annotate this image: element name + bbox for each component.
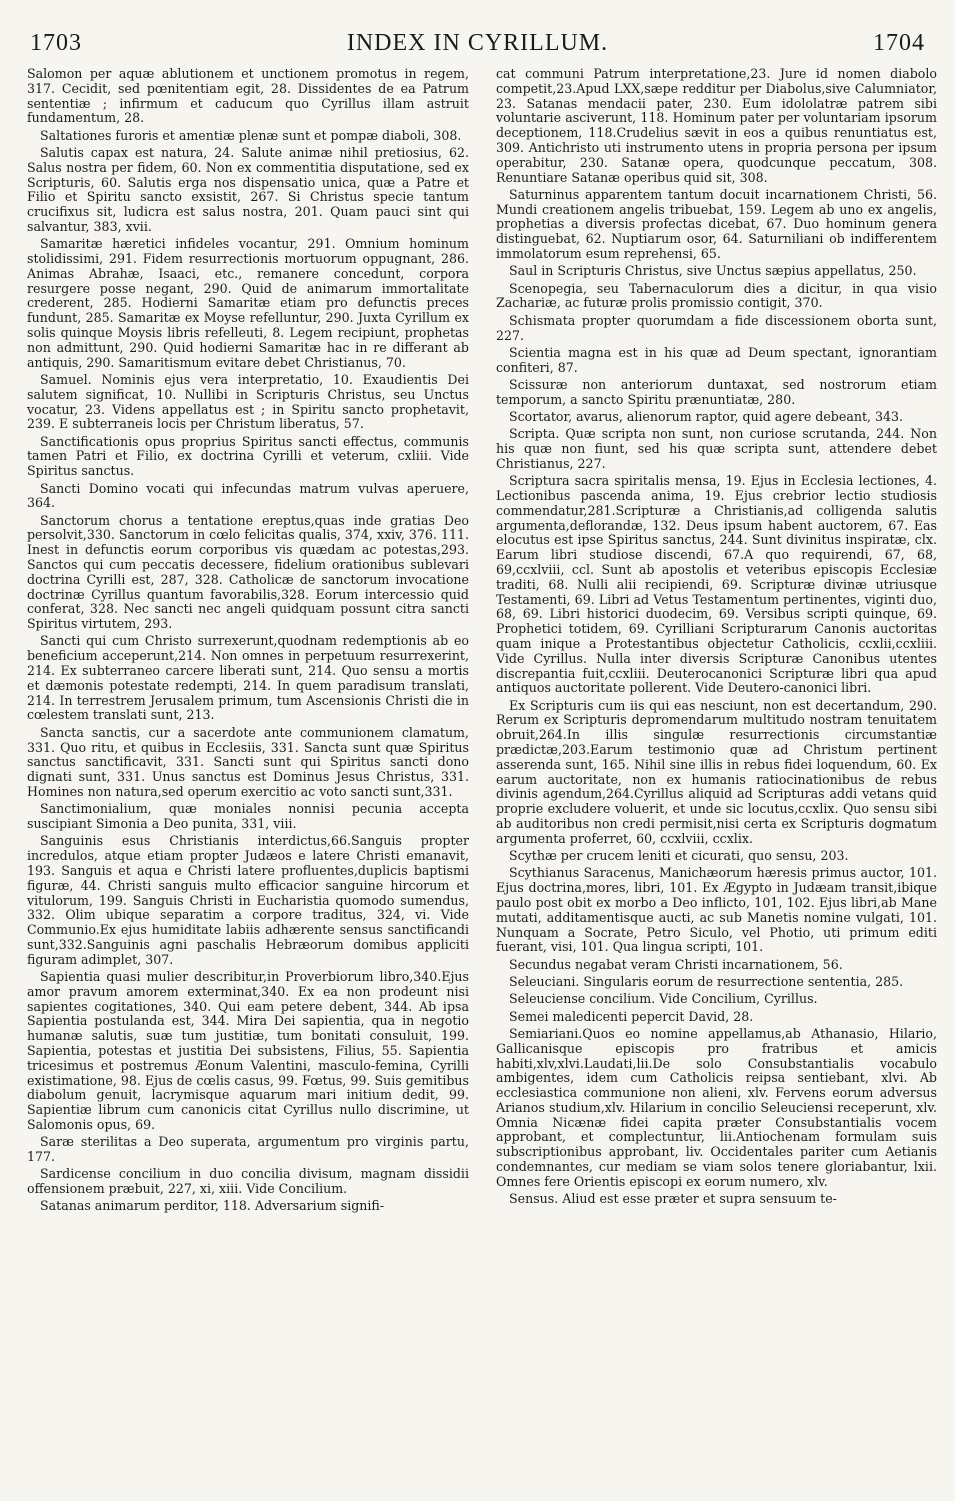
index-entry: Sancti qui cum Christo surrexerunt,quodnam redemptionis ab eo beneficium acceperunt,214. Non omnes in perpetuum resurrexerint, 214. Ex subterraneo carcere liberati sunt, 214. Quo sensu a mortis et dæmonis potestate redempti, 214. In quem paradisum translati, 214. In terrestrem Jerusalem primum, tum Ascensionis Christi die in cœlestem translati sunt, 213. (27, 633, 469, 723)
index-entry: Sanctificationis opus proprius Spiritus sancti effectus, communis tamen Patri et Filio, ex doctrina Cyrilli et veterum, cxliii. Vide Spiritus sanctus. (27, 433, 469, 479)
index-entry: Semei maledicenti pepercit David, 28. (509, 1008, 754, 1024)
index-entry: Sancta sanctis, cur a sacerdote ante communionem clamatum, 331. Quo ritu, et quibus in Ecclesiis, 331. Sancta sunt quæ Spiritus sanctus sanctificavit, 331. Sancti sunt qui Spiritus sancti dono dignati sunt, 331. Unus sanctus est Dominus Jesus Christus, 331. Homines non natura,sed operum exercitio ac voto sancti sunt,331. (27, 724, 469, 799)
running-title: INDEX IN CYRILLUM. (346, 30, 609, 56)
index-entry: Sancti Domino vocati qui infecundas matrum vulvas aperuere, 364. (27, 480, 469, 511)
page-number-right: 1704 (873, 30, 925, 56)
index-entry: Sanctorum chorus a tentatione ereptus,quas inde gratias Deo persolvit,330. Sanctorum in cœlo felicitas qualis, 374, xxiv, 376. 111. Inest in defunctis eorum corporibus vis quædam ac potestas,293. Sanctos qui cum peccatis decessere, fidelium orationibus sublevari doctrina Cyrilli est, 287, 328. Catholicæ de sanctorum invocatione doctrinæ Cyrillus quantum favorabilis,328. Eorum intercessio quid conferat, 328. Nec sancti nec angeli quidquam possunt citra sancti Spiritus virtutem, 293. (27, 512, 469, 632)
index-entry: Saltationes furoris et amentiæ plenæ sunt et pompæ diaboli, 308. (40, 127, 462, 143)
index-entry: Scriptura sacra spiritalis mensa, 19. Ejus in Ecclesia lectiones, 4. Lectionibus pascenda anima, 19. Ejus crebrior lectio studiosis commendatur,281.Scripturæ a Christianis,ad colligenda salutis argumenta,deflorandæ, 132. Deus ipsum habent auctorem, 67. Eas elocutus est ipse Spiritus sanctus, 244. Sunt divinitus inspiratæ, clx. Earum libri studiose discendi, 67.A quo requirendi, 67, 68, 69,ccxlviii, ccl. Sunt ab apostolis et veteribus episcopis Ecclesiæ traditi, 68. Nulli alii recipiendi, 69. Scripturæ divinæ utriusque Testamenti, 69. Libri ad Vetus Testamentum pertinentes, viginti duo, 68, 69. Libri historici duodecim, 69. Versibus scripti quinque, 69. Prophetici totidem, 69. Cyrilliani Scripturarum Canonis auctoritas quam inique a Protestantibus objectetur Catholicis, ccxlii,ccxliii. Vide Cyrillus. Nulla inter diversis Scripturæ Canonibus utentes discrepantia fuit,ccxliii. Deuterocanonici Scripturæ libri qua apud antiquos auctoritate pollerent. Vide Deutero-canonici libri. (496, 473, 937, 696)
index-entry: Sensus. Aliud est esse præter et supra sensuum te- (509, 1191, 837, 1207)
page-number-left: 1703 (30, 30, 82, 56)
index-entry: cat communi Patrum interpretatione,23. Jure id nomen diabolo competit,23.Apud LXX,sæpe redditur per Diabolus,sive Calumniator, 23. Satanas mendacii pater, 230. Eum idololatræ patrem sibi voluntarie asciverunt, 118. Hominum pater per voluntariam ipsorum deceptionem, 118.Crudelius sævit in eos a quibus renuntiatus est, 309. Antichristo uti instrumento utens in propria persona per ipsum operabitur, 230. Satanæ opera, quodcunque peccatum, 308. Renuntiare Satanæ operibus quid sit, 308. (496, 67, 937, 185)
index-entry: Samaritæ hæretici infideles vocantur, 291. Omnium hominum stolidissimi, 291. Fidem resurrectionis mortuorum oppugnant, 286. Animas Abrahæ, Isaaci, etc., remanere concedunt, corpora resurgere posse negant, 290. Quid de animarum immortalitate crederent, 285. Hodierni Samaritæ etiam pro defunctis preces fundunt, 285. Samaritæ ex Moyse refelluntur, 290. Juxta Cyrillum ex solis quinque Moysis libris refelleuti, 8. Legem recipiunt, prophetas non admittunt, 290. Quid hodierni Samaritæ hac in re differant ab antiquis, 290. Samaritismum evitare debet Christianus, 70. (27, 236, 469, 370)
index-entry: Schismata propter quorumdam a fide discessionem oborta sunt, 227. (496, 312, 937, 343)
index-entry: Semiariani.Quos eo nomine appellamus,ab Athanasio, Hilario, Gallicanisque episcopis pro fratribus et amicis habiti,xlv,xlvi.Laudati,lii.De solo Consubstantialis vocabulo ambigentes, idem cum Catholicis reipsa sentiebant, xlvi. Ab ecclesiastica communione non alieni, xlv. Fervens eorum adversus Arianos studium,xlv. Hilarium in concilio Seleuciensi receperunt, xlv. Omnia Nicænæ fidei capita præter Consubstantialis vocem approbant, et complectuntur, lii.Antiochenam formulam suis subscriptionibus approbant, liv. Occidentales pariter cum Aetianis condemnantes, cur mediam se viam solos tenere gloriabantur, lxii. Omnes fere Orientis episcopi ex eorum numero, xlv. (496, 1025, 937, 1189)
index-entry: Scythæ per crucem leniti et cicurati, quo sensu, 203. (509, 848, 849, 864)
index-entry: Satanas animarum perditor, 118. Adversarium signifi- (40, 1198, 385, 1214)
index-entry: Saturninus apparentem tantum docuit incarnationem Christi, 56. Mundi creationem angelis tribuebat, 159. Legem ab uno ex angelis, prophetias a diversis profectas dicebat, 67. Duo hominum genera distinguebat, 62. Nuptiarum osor, 64. Saturniliani ob indifferentem immolatorum esum reprehensi, 65. (496, 186, 937, 262)
index-entry: Scissuræ non anteriorum duntaxat, sed nostrorum etiam temporum, a sancto Spiritu prænuntiatæ, 280. (496, 376, 937, 407)
index-entry: Saul in Scripturis Christus, sive Unctus sæpius appellatus, 250. (509, 263, 917, 279)
index-entry: Sanguinis esus Christianis interdictus,66.Sanguis propter incredulos, atque etiam propter Judæos e latere Christi emanavit, 193. Sanguis et aqua e Christi latere profluentes,duplicis baptismi figuræ, 44. Christi sanguis multo efficacior sanguine hircorum et vitulorum, 199. Sanguis Christi in Eucharistia quomodo sumendus, 332. Olim ubique separatim a corpore traditus, 324, vi. Vide Communio.Ex ejus humiditate labiis adhærente sensus sanctificandi sunt,332.Sanguinis agni paschalis Hebræorum domibus appliciti figuram adimplet, 307. (27, 833, 469, 967)
index-entry: Seleuciense concilium. Vide Concilium, Cyrillus. (509, 991, 818, 1007)
index-entry: Samuel. Nominis ejus vera interpretatio, 10. Exaudientis Dei salutem significat, 10. Nullibi in Scripturis Christus, seu Unctus vocatur, 23. Videns appellatus est ; in Spiritu sancto prophetavit, 239. E subterraneis locis per Christum liberatus, 57. (27, 371, 469, 432)
left-column (27, 67, 469, 1492)
index-entry: Scientia magna est in his quæ ad Deum spectant, ignorantiam confiteri, 87. (496, 344, 937, 375)
index-entry: Scenopegia, seu Tabernaculorum dies a dicitur, in qua visio Zachariæ, ac futuræ prolis promissio contigit, 370. (496, 280, 937, 311)
index-entry: Scripta. Quæ scripta non sunt, non curiose scrutanda, 244. Non his quæ non fiunt, sed his quæ scripta sunt, attendere debet Christianus, 227. (496, 426, 937, 471)
right-column (496, 67, 937, 1492)
index-entry: Sardicense concilium in duo concilia divisum, magnam dissidii offensionem præbuit, 227, xi, xiii. Vide Concilium. (27, 1166, 469, 1197)
index-entry: Saræ sterilitas a Deo superata, argumentum pro virginis partu, 177. (27, 1134, 469, 1165)
index-entry: Seleuciani. Singularis eorum de resurrectione sententia, 285. (509, 974, 904, 990)
index-entry: Ex Scripturis cum iis qui eas nesciunt, non est decertandum, 290. Rerum ex Scripturis depromendarum multitudo nostram tenuitatem obruit,264.In illis singulæ resurrectionis circumstantiæ prædictæ,203.Earum testimonio quæ ad Christum pertinent asserenda sunt, 165. Nihil sine illis in rebus fidei loquendum, 60. Ex earum auctoritate, non ex humanis ratiocinationibus de rebus divinis agendum,264.Cyrillus aliquid ad Scripturas addi vetans quid proprie excludere voluerit, et unde sic locutus,ccxlix. Quo sensu sibi ab auditoribus non credi permisit,nisi certa ex Scripturis dogmatum argumenta proferret, 60, ccxlviii, ccxlix. (496, 697, 937, 846)
index-entry: Scythianus Saracenus, Manichæorum hæresis primus auctor, 101. Ejus doctrina,mores, libri, 101. Ex Ægypto in Judæam transit,ibique paulo post obit ex morbo a Deo inflicto, 101, 102. Ejus libri,ab Mane mutati, additamentisque aucti, ac sub Manetis nomine vulgati, 101. Nunquam a Socrate, Petro Siculo, vel Photio, uti primum editi fuerant, visi, 101. Qua lingua scripti, 101. (496, 865, 937, 955)
index-entry: Sanctimonialium, quæ moniales nonnisi pecunia accepta suscipiant Simonia a Deo punita, 331, viii. (27, 801, 469, 832)
index-entry: Secundus negabat veram Christi incarnationem, 56. (509, 956, 843, 972)
index-entry: Salutis capax est natura, 24. Salute animæ nihil pretiosius, 62. Salus nostra per fidem, 60. Non ex commentitia disputatione, sed ex Scripturis, 60. Salutis erga nos dispensatio unica, quæ a Patre et Filio et Spiritu sancto exsistit, 267. Si Christus specie tantum crucifixus sit, ludicra est salus nostra, 201. Quam pauci sint qui salvantur, 383, xvii. (27, 144, 469, 234)
index-entry: Scortator, avarus, alienorum raptor, quid agere debeant, 343. (509, 409, 904, 425)
index-entry: Sapientia quasi mulier describitur,in Proverbiorum libro,340.Ejus amor pravum amorem exterminat,340. Ex ea non prodeunt nisi sapientes cogitationes, 340. Qui eam petere debent, 344. Ab ipsa Sapientia postulanda est, 344. Mira Dei sapientia, qua in negotio humanæ salutis, suæ tum justitiæ, tum bonitati consuluit, 199. Sapientia, potestas et justitia Dei subsistens, Filius, 55. Sapientia tricesimus et postremus Æonum Valentini, masculo-femina, Cyrilli existimatione, 98. Ejus de cœlis casus, 99. Fœtus, 99. Suis gemitibus diabolum genuit, lacrymisque aquarum mari initium dedit, 99. Sapientiæ librum cum canonicis citat Cyrillus nullo discrimine, ut Salomonis opus, 69. (27, 969, 469, 1132)
page-header (30, 30, 925, 70)
index-entry: Salomon per aquæ ablutionem et unctionem promotus in regem, 317. Cecidit, sed pœnitentiam egit, 28. Dissidentes de ea Patrum sententiæ ; infirmum et caducum quo Cyrillus illam astruit fundamentum, 28. (27, 67, 469, 126)
